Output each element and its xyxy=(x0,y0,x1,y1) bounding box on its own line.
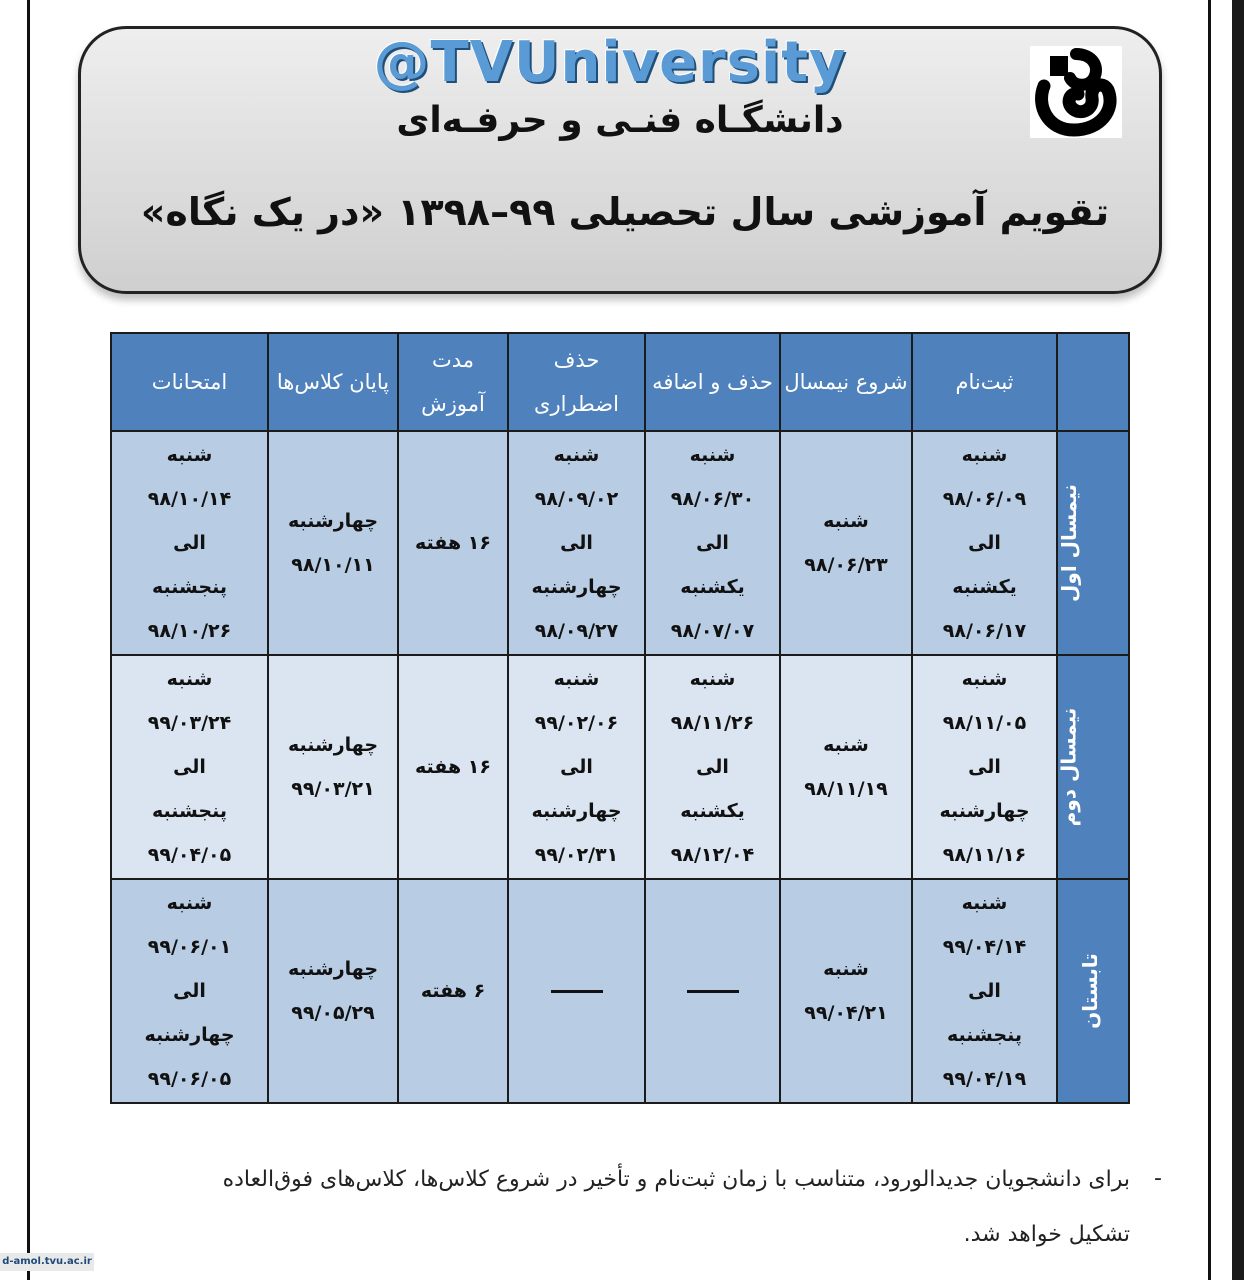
cell-line: شنبه xyxy=(553,668,600,690)
classes-end-cell xyxy=(268,879,398,1103)
right-border-line xyxy=(1208,0,1211,1280)
cell-line: چهارشنبه xyxy=(144,1024,235,1046)
cell-line: الی xyxy=(560,532,593,554)
cell-line: چهارشنبه xyxy=(939,800,1030,822)
header-add-drop: حذف و اضافه xyxy=(645,333,780,431)
emergency-drop-cell xyxy=(508,879,645,1103)
registration-cell xyxy=(912,879,1057,1103)
note-text-line1: برای دانشجویان جدیدالورود، متناسب با زمان ثبت‌نام و تأخیر در شروع کلاس‌ها، کلاس‌های فوق‌العاده xyxy=(222,1167,1130,1192)
cell-line: چهارشنبه xyxy=(287,734,379,756)
cell-line: شنبه xyxy=(166,892,213,914)
cell-line: الی xyxy=(968,532,1001,554)
cell-line: ۹۸/۱۱/۰۵ xyxy=(942,712,1027,734)
cell-line: ۹۹/۰۴/۲۱ xyxy=(804,1002,888,1024)
header-emergency-drop: حذف اضطراری xyxy=(508,333,645,431)
cell-line: ۹۹/۰۵/۲۹ xyxy=(291,1002,375,1024)
cell-line: شنبه xyxy=(689,444,736,466)
cell-line: پنجشنبه xyxy=(947,1024,1022,1046)
cell-line: پنجشنبه xyxy=(152,800,227,822)
classes-end-cell xyxy=(268,431,398,655)
add-drop-cell xyxy=(645,655,780,879)
cell-line: ۹۸/۰۶/۲۳ xyxy=(804,554,888,576)
cell-line: الی xyxy=(560,756,593,778)
exams-cell xyxy=(111,879,268,1103)
cell-line: شنبه xyxy=(166,668,213,690)
header-term-start: شروع نیمسال xyxy=(780,333,912,431)
academic-calendar-table xyxy=(110,332,1130,1104)
cell-line: شنبه xyxy=(553,444,600,466)
cell-line: یکشنبه xyxy=(680,800,745,822)
cell-line: شنبه xyxy=(689,668,736,690)
cell-line: الی xyxy=(173,532,206,554)
cell-line: ۹۹/۰۲/۳۱ xyxy=(534,844,619,866)
exams-cell xyxy=(111,655,268,879)
term-label-cell xyxy=(1057,879,1129,1103)
term-label-cell xyxy=(1057,431,1129,655)
cell-line: چهارشنبه xyxy=(531,576,622,598)
emergency-drop-cell xyxy=(508,431,645,655)
cell-line: ۹۸/۱۰/۲۶ xyxy=(147,620,232,642)
empty-dash xyxy=(551,990,603,993)
cell-line: الی xyxy=(173,980,206,1002)
cell-line: ۹۸/۱۱/۱۶ xyxy=(942,844,1027,866)
left-border-line xyxy=(27,0,30,1280)
cell-line: شنبه xyxy=(961,668,1008,690)
exams-cell xyxy=(111,431,268,655)
empty-dash xyxy=(687,990,739,993)
cell-line: ۹۸/۱۱/۱۹ xyxy=(804,778,888,800)
university-logo-icon xyxy=(1030,46,1122,138)
add-drop-cell xyxy=(645,431,780,655)
duration-cell: ۱۶ هفته xyxy=(398,655,508,879)
cell-line: چهارشنبه xyxy=(531,800,622,822)
header-exams: امتحانات xyxy=(111,333,268,431)
header-classes-end: پایان کلاس‌ها xyxy=(268,333,398,431)
cell-line: الی xyxy=(968,756,1001,778)
note-text-line2: تشکیل خواهد شد. xyxy=(963,1222,1130,1247)
duration-cell: ۶ هفته xyxy=(398,879,508,1103)
cell-line: شنبه xyxy=(166,444,213,466)
page-title: تقویم آموزشی سال تحصیلی ۹۹–۱۳۹۸ «در یک نگاه» xyxy=(140,190,1110,234)
cell-line: شنبه xyxy=(823,958,869,980)
term-label-cell xyxy=(1057,655,1129,879)
cell-line: ۹۸/۰۶/۱۷ xyxy=(942,620,1027,642)
cell-line: ۹۸/۰۹/۰۲ xyxy=(534,488,619,510)
cell-line: ۹۹/۰۴/۱۹ xyxy=(942,1068,1027,1090)
cell-line: ۹۸/۰۶/۳۰ xyxy=(670,488,755,510)
cell-line: ۹۹/۰۲/۰۶ xyxy=(534,712,619,734)
cell-line: ۹۹/۰۶/۰۱ xyxy=(147,936,232,958)
table-header-row xyxy=(111,333,1129,431)
emergency-drop-cell xyxy=(508,655,645,879)
right-edge-strip xyxy=(1232,0,1244,1280)
term-label: نیمسال دوم xyxy=(1056,707,1081,827)
header-duration: مدت آموزش xyxy=(398,333,508,431)
cell-line: ۹۸/۰۷/۰۷ xyxy=(670,620,755,642)
cell-line: چهارشنبه xyxy=(287,510,379,532)
cell-line: ۹۸/۱۰/۱۱ xyxy=(291,554,375,576)
site-watermark: d-amol.tvu.ac.ir xyxy=(0,1253,94,1271)
header-registration: ثبت‌نام xyxy=(912,333,1057,431)
cell-line: ۹۸/۱۱/۲۶ xyxy=(670,712,755,734)
table-row xyxy=(111,655,1129,879)
term-start-cell xyxy=(780,879,912,1103)
cell-line: چهارشنبه xyxy=(287,958,379,980)
cell-line: ۹۸/۱۰/۱۴ xyxy=(147,488,232,510)
cell-line: شنبه xyxy=(823,734,869,756)
note-bullet: - xyxy=(1154,1166,1162,1191)
term-label: نیمسال اول xyxy=(1057,484,1082,602)
classes-end-cell xyxy=(268,655,398,879)
cell-line: ۹۸/۱۲/۰۴ xyxy=(670,844,755,866)
cell-line: الی xyxy=(696,756,729,778)
cell-line: شنبه xyxy=(961,892,1008,914)
table-row xyxy=(111,431,1129,655)
corner-cell xyxy=(1057,333,1129,431)
cell-line: شنبه xyxy=(823,510,869,532)
cell-line: ۹۹/۰۶/۰۵ xyxy=(147,1068,232,1090)
duration-cell: ۱۶ هفته xyxy=(398,431,508,655)
cell-line: شنبه xyxy=(961,444,1008,466)
cell-line: الی xyxy=(696,532,729,554)
university-name: دانشگـاه فنـی و حرفـه‌ای xyxy=(396,100,844,141)
add-drop-cell xyxy=(645,879,780,1103)
cell-line: ۹۸/۰۶/۰۹ xyxy=(942,488,1027,510)
cell-line: یکشنبه xyxy=(680,576,745,598)
cell-line: ۹۹/۰۳/۲۴ xyxy=(147,712,232,734)
cell-line: الی xyxy=(173,756,206,778)
cell-line: ۹۹/۰۴/۰۵ xyxy=(147,844,232,866)
cell-line: ۹۹/۰۳/۲۱ xyxy=(291,778,375,800)
cell-line: الی xyxy=(968,980,1001,1002)
cell-line: ۹۹/۰۴/۱۴ xyxy=(942,936,1027,958)
channel-handle: @TVUniversity xyxy=(373,30,847,95)
term-start-cell xyxy=(780,431,912,655)
term-label: تابستان xyxy=(1078,953,1103,1029)
cell-line: پنجشنبه xyxy=(152,576,227,598)
cell-line: ۹۸/۰۹/۲۷ xyxy=(534,620,619,642)
cell-line: یکشنبه xyxy=(952,576,1017,598)
term-start-cell xyxy=(780,655,912,879)
table-row xyxy=(111,879,1129,1103)
